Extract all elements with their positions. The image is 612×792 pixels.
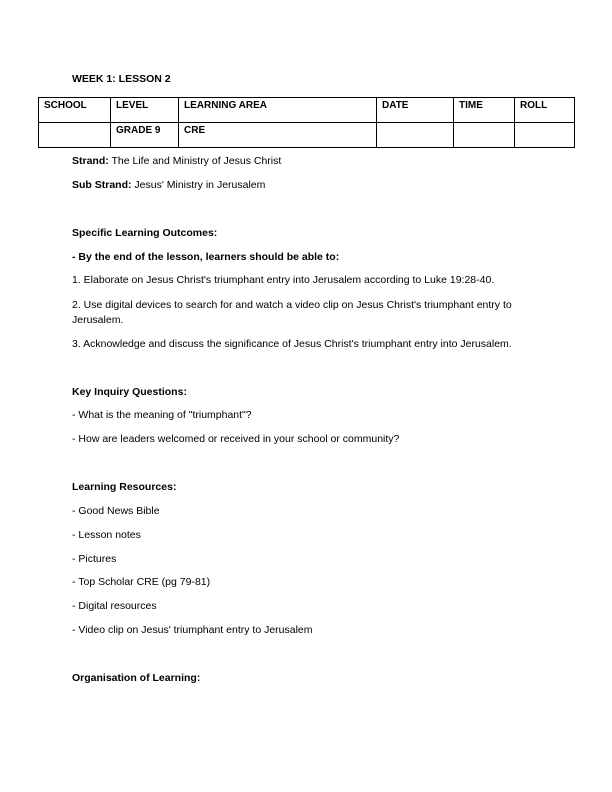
strand-value: The Life and Ministry of Jesus Christ: [108, 155, 282, 167]
resource-item: - Lesson notes: [72, 529, 141, 541]
lesson-info-table: [38, 97, 575, 148]
cell-school: [39, 123, 111, 148]
cell-roll: [515, 123, 575, 148]
table-row: [39, 123, 575, 148]
inquiry-item: - How are leaders welcomed or received in your school or community?: [72, 433, 400, 445]
resources-title: Learning Resources:: [72, 481, 177, 493]
inquiry-item: - What is the meaning of "triumphant"?: [72, 409, 252, 421]
strand-label: Strand:: [72, 155, 109, 167]
outcome-item: 1. Elaborate on Jesus Christ's triumphant entry into Jerusalem according to Luke 19:28-40.: [72, 274, 495, 286]
outcomes-intro: - By the end of the lesson, learners should be able to:: [72, 251, 340, 263]
outcome-item: 2. Use digital devices to search for and watch a video clip on Jesus Christ's triumphant entry to Jerusalem.: [72, 299, 512, 326]
header-school: SCHOOL: [39, 98, 111, 123]
cell-time: [454, 123, 515, 148]
sub-strand-label: Sub Strand:: [72, 179, 132, 191]
resource-item: - Digital resources: [72, 600, 157, 612]
cell-learning-area: CRE: [179, 123, 377, 148]
header-date: DATE: [377, 98, 454, 123]
inquiry-title: Key Inquiry Questions:: [72, 386, 187, 398]
header-time: TIME: [454, 98, 515, 123]
header-learning-area: LEARNING AREA: [179, 98, 377, 123]
resource-item: - Good News Bible: [72, 505, 160, 517]
strand-line: [72, 154, 552, 169]
outcomes-title: Specific Learning Outcomes:: [72, 227, 218, 239]
resource-item: - Top Scholar CRE (pg 79-81): [72, 576, 211, 588]
cell-date: [377, 123, 454, 148]
table-header-row: [39, 98, 575, 123]
resource-item: - Pictures: [72, 553, 117, 565]
sub-strand-line: [72, 178, 552, 193]
lesson-heading: WEEK 1: LESSON 2: [72, 73, 171, 85]
header-level: LEVEL: [111, 98, 179, 123]
organisation-title: Organisation of Learning:: [72, 672, 201, 684]
cell-level: GRADE 9: [111, 123, 179, 148]
resource-item: - Video clip on Jesus' triumphant entry to Jerusalem: [72, 624, 313, 636]
sub-strand-value: Jesus' Ministry in Jerusalem: [131, 179, 266, 191]
header-roll: ROLL: [515, 98, 575, 123]
outcome-item: 3. Acknowledge and discuss the significance of Jesus Christ's triumphant entry into Jerusalem.: [72, 338, 512, 350]
